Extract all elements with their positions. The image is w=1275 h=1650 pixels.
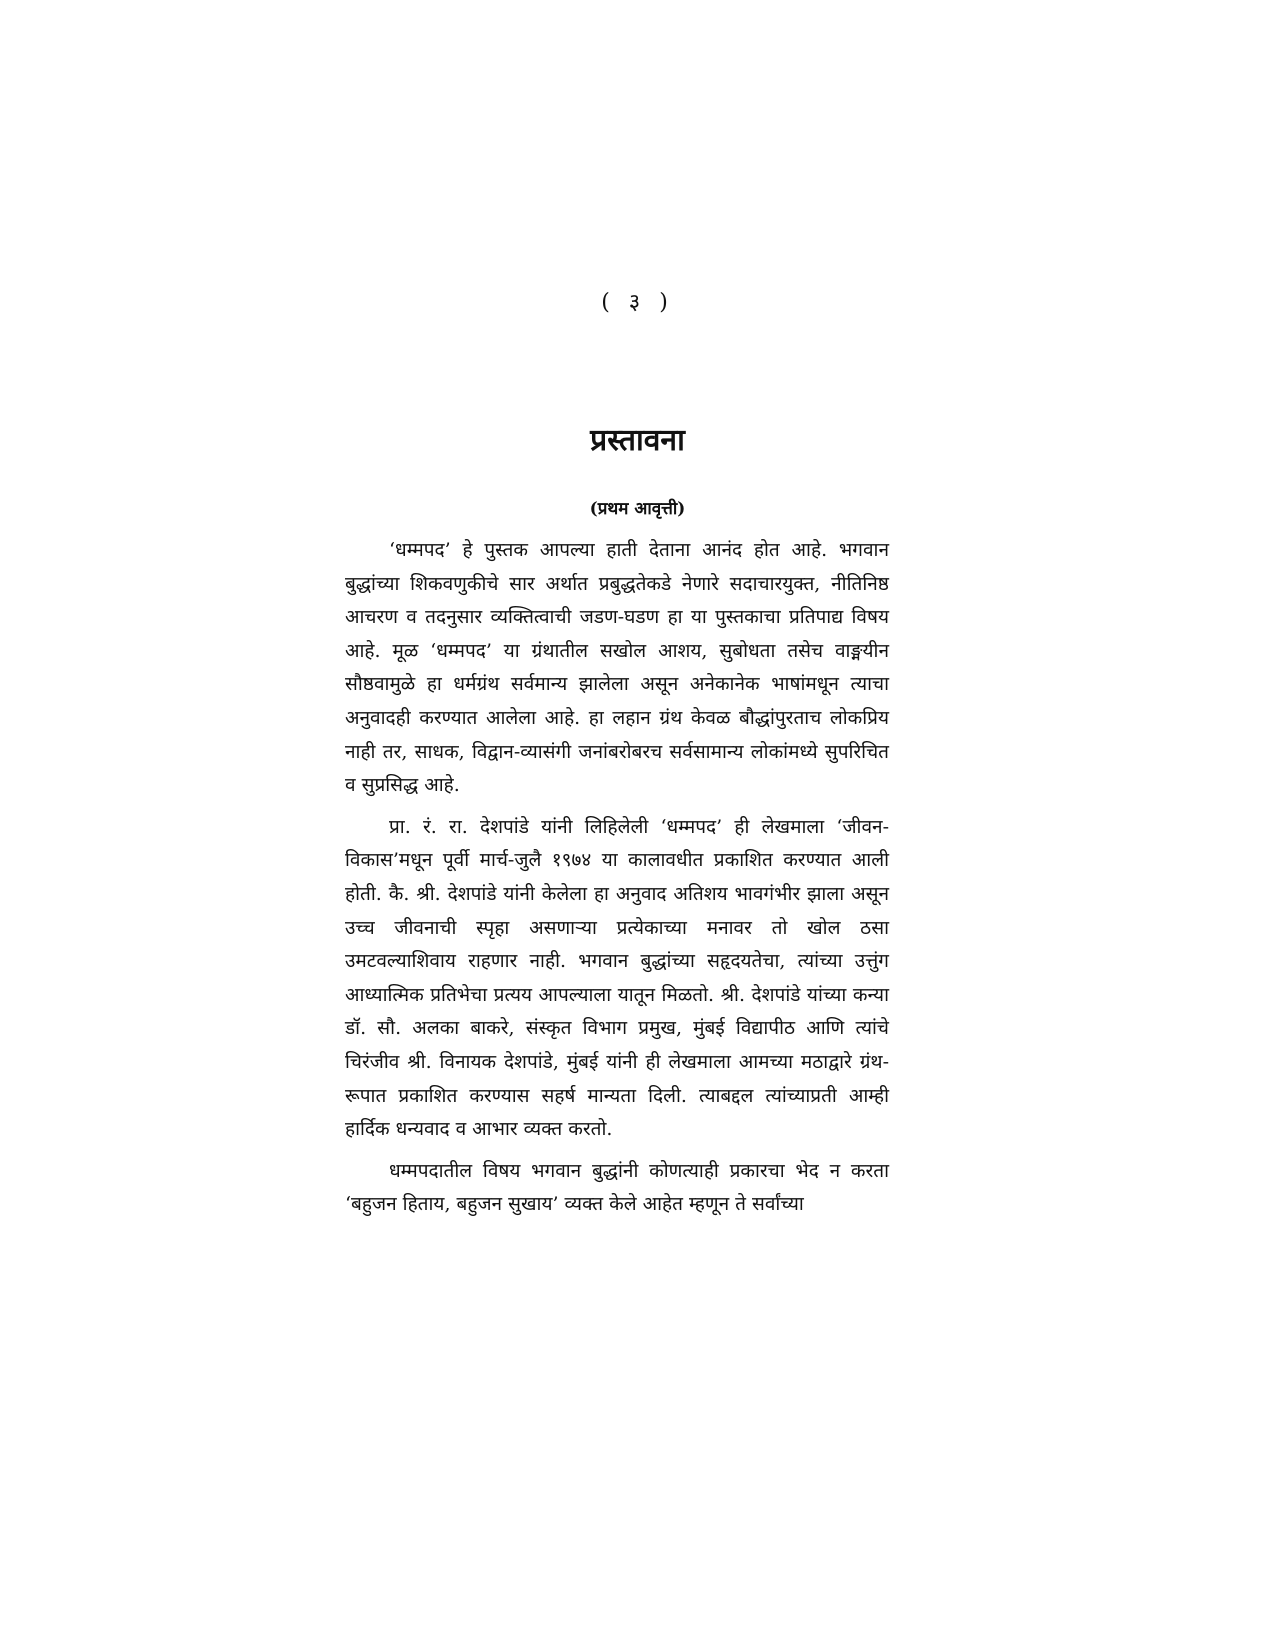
page-subtitle: (प्रथम आवृत्ती): [589, 499, 686, 519]
body-text: [345, 534, 889, 1230]
page-number: ( ३ ): [601, 290, 674, 315]
paragraph-1: ‘धम्मपद’ हे पुस्तक आपल्या हाती देताना आनंद होत आहे. भगवान बुद्धांच्या शिकवणुकीचे सार अर्थात प्रबुद्धतेकडे नेणारे सदाचारयुक्त, नीतिनिष्ठ आचरण व तदनुसार व्यक्तित्वाची जडण-घडण हा या पुस्तकाचा प्रतिपाद्य विषय आहे. मूळ ‘धम्मपद’ या ग्रंथातील सखोल आशय, सुबोधता तसेच वाङ्मयीन सौष्ठवामुळे हा धर्मग्रंथ सर्वमान्य झालेला असून अनेकानेक भाषांमधून त्याचा अनुवादही करण्यात आलेला आहे. हा लहान ग्रंथ केवळ बौद्धांपुरताच लोकप्रिय नाही तर, साधक, विद्वान-व्यासंगी जनांबरोबरच सर्वसामान्य लोकांमध्ये सुपरिचित व सुप्रसिद्ध आहे.: [345, 539, 889, 797]
page-title: प्रस्तावना: [590, 423, 685, 458]
paragraph-2: प्रा. रं. रा. देशपांडे यांनी लिहिलेली ‘धम्मपद’ ही लेखमाला ‘जीवन-विकास’मधून पूर्वी मार्च-जुलै १९७४ या कालावधीत प्रकाशित करण्यात आली होती. कै. श्री. देशपांडे यांनी केलेला हा अनुवाद अतिशय भावगंभीर झाला असून उच्च जीवनाची स्पृहा असणाऱ्या प्रत्येकाच्या मनावर तो खोल ठसा उमटवल्याशिवाय राहणार नाही. भगवान बुद्धांच्या सहृदयतेचा, त्यांच्या उत्तुंग आध्यात्मिक प्रतिभेचा प्रत्यय आपल्याला यातून मिळतो. श्री. देशपांडे यांच्या कन्या डॉ. सौ. अलका बाकरे, संस्कृत विभाग प्रमुख, मुंबई विद्यापीठ आणि त्यांचे चिरंजीव श्री. विनायक देशपांडे, मुंबई यांनी ही लेखमाला आमच्या मठाद्वारे ग्रंथ-रूपात प्रकाशित करण्यास सहर्ष मान्यता दिली. त्याबद्दल त्यांच्याप्रती आम्ही हार्दिक धन्यवाद व आभार व्यक्त करतो.: [345, 815, 889, 1141]
paragraph-3: धम्मपदातील विषय भगवान बुद्धांनी कोणत्याही प्रकारचा भेद न करता ‘बहुजन हिताय, बहुजन सुखाय’ व्यक्त केले आहेत म्हणून ते सर्वांच्या: [345, 1159, 889, 1216]
